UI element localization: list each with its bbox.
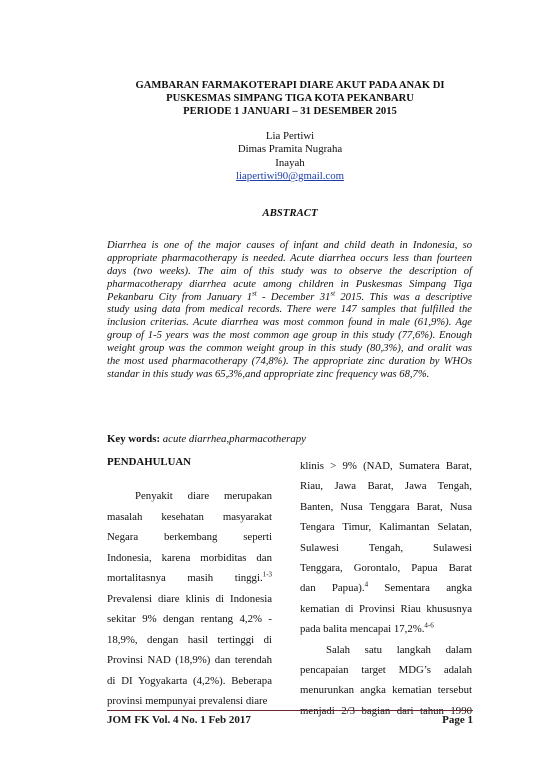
abstract-line: Diarrhea is one of the major causes of infant and child death in Indonesia, so <box>107 240 472 251</box>
body-line: 18,9%, dengan hasil tertinggi di <box>107 633 272 646</box>
abstract-line: the most used pharmacotherapy (74,8%). The appropriate zinc duration by WHOs <box>107 356 472 368</box>
author-block <box>150 130 430 184</box>
abstract-line: appropriate pharmacotherapy is needed. Acute diarrhea occurs less than fourteen <box>107 252 472 264</box>
author-name: Dimas Pramita Nugraha <box>237 143 343 156</box>
body-line: pencapaian target MDG’s adalah <box>300 664 472 677</box>
body-line: Negara berkembang seperti <box>107 531 272 543</box>
body-line: dan Papua).$^4$ Sementara angka <box>300 580 472 595</box>
body-line: Indonesia, karena morbiditas dan <box>107 551 272 564</box>
body-line: provinsi mempunyai prevalensi diare <box>107 695 268 707</box>
abstract-body <box>107 240 472 382</box>
author-email-link[interactable]: liapertiwi90@gmail.com <box>236 170 344 183</box>
abstract-line: Pekanbaru City from January 1st - December 31st 2015. This was a descriptive <box>107 289 472 303</box>
body-line: di DI Yogyakarta (4,2%). Beberapa <box>107 674 272 687</box>
body-line: Provinsi NAD (18,9%) dan terendah <box>107 654 272 666</box>
body-line: Penyakit diare merupakan <box>135 490 272 502</box>
citation-superscript: 1-3 <box>262 570 272 579</box>
right-column <box>300 456 472 721</box>
body-line: Prevalensi diare klinis di Indonesia <box>107 592 272 605</box>
abstract-line: inclusion criterias. Acute diarrhea was most common found in male (61,9%). Age <box>107 317 472 329</box>
abstract-line: days (two weeks). The aim of this study was to observe the description of <box>107 265 472 277</box>
body-line: masalah kesehatan masyarakat <box>107 510 272 523</box>
citation-superscript: 4 <box>364 580 369 589</box>
page-number: Page 1 <box>442 714 473 726</box>
abstract-heading: ABSTRACT <box>262 207 318 219</box>
title-line: GAMBARAN FARMAKOTERAPI DIARE AKUT PADA ANAK DI <box>135 80 445 91</box>
body-line: pada balita mencapai 17,2%.$^{4-6}$ <box>300 621 434 636</box>
body-line: menurunkan angka kematian tersebut <box>300 684 472 697</box>
body-line: Riau, Jawa Barat, Jawa Tengah, <box>300 480 472 493</box>
keywords-text: acute diarrhea,pharmacotherapy <box>160 433 306 445</box>
body-line: Salah satu langkah dalam <box>326 643 472 656</box>
section-heading: PENDAHULUAN <box>107 456 191 468</box>
body-line: klinis > 9% (NAD, Sumatera Barat, <box>300 460 472 472</box>
abstract-line: pharmacotherapy diarrhea acute among children in Puskesmas Simpang Tiga <box>107 278 472 290</box>
abstract-line: standar in this study was 65,3%,and appropriate zinc frequency was 68,7%. <box>107 368 430 380</box>
citation-superscript: 4-6 <box>424 621 434 630</box>
author-name: Lia Pertiwi <box>265 130 315 142</box>
footer-divider <box>107 710 473 711</box>
title-line: PUSKESMAS SIMPANG TIGA KOTA PEKANBARU <box>166 93 414 105</box>
body-line: sekitar 9% dengan rentang 4,2% - <box>107 613 272 625</box>
body-line: kematian di Provinsi Riau khususnya <box>300 602 472 615</box>
keywords <box>107 433 306 445</box>
abstract-line: group of 1-5 years was the most common age group in this study (77,6%). Enough <box>107 330 472 342</box>
body-line: Tengara Timur, Kalimantan Selatan, <box>300 521 472 534</box>
keywords-label: Key words: <box>107 433 161 445</box>
body-line: Sulawesi Tengah, Sulawesi <box>300 541 472 554</box>
author-name: Inayah <box>275 156 305 169</box>
body-line: menjadi 2/3 bagian dari tahun 1990 <box>300 704 472 717</box>
abstract-line: weight group was the common weight group in this study (80,3%), and oralit was <box>107 343 472 355</box>
journal-citation: JOM FK Vol. 4 No. 1 Feb 2017 <box>107 714 251 726</box>
body-line: Banten, Nusa Tenggara Barat, Nusa <box>300 500 472 513</box>
abstract-line: study using data from medical records. There were 147 samples that fulfilled the <box>107 304 472 316</box>
left-column <box>107 456 272 712</box>
title-line: PERIODE 1 JANUARI – 31 DESEMBER 2015 <box>183 106 397 118</box>
body-line: mortalitasnya masih tinggi.$^{1-3}$ <box>107 570 272 584</box>
body-line: Tenggara, Gorontalo, Papua Barat <box>300 562 472 575</box>
paper-title <box>90 79 490 119</box>
